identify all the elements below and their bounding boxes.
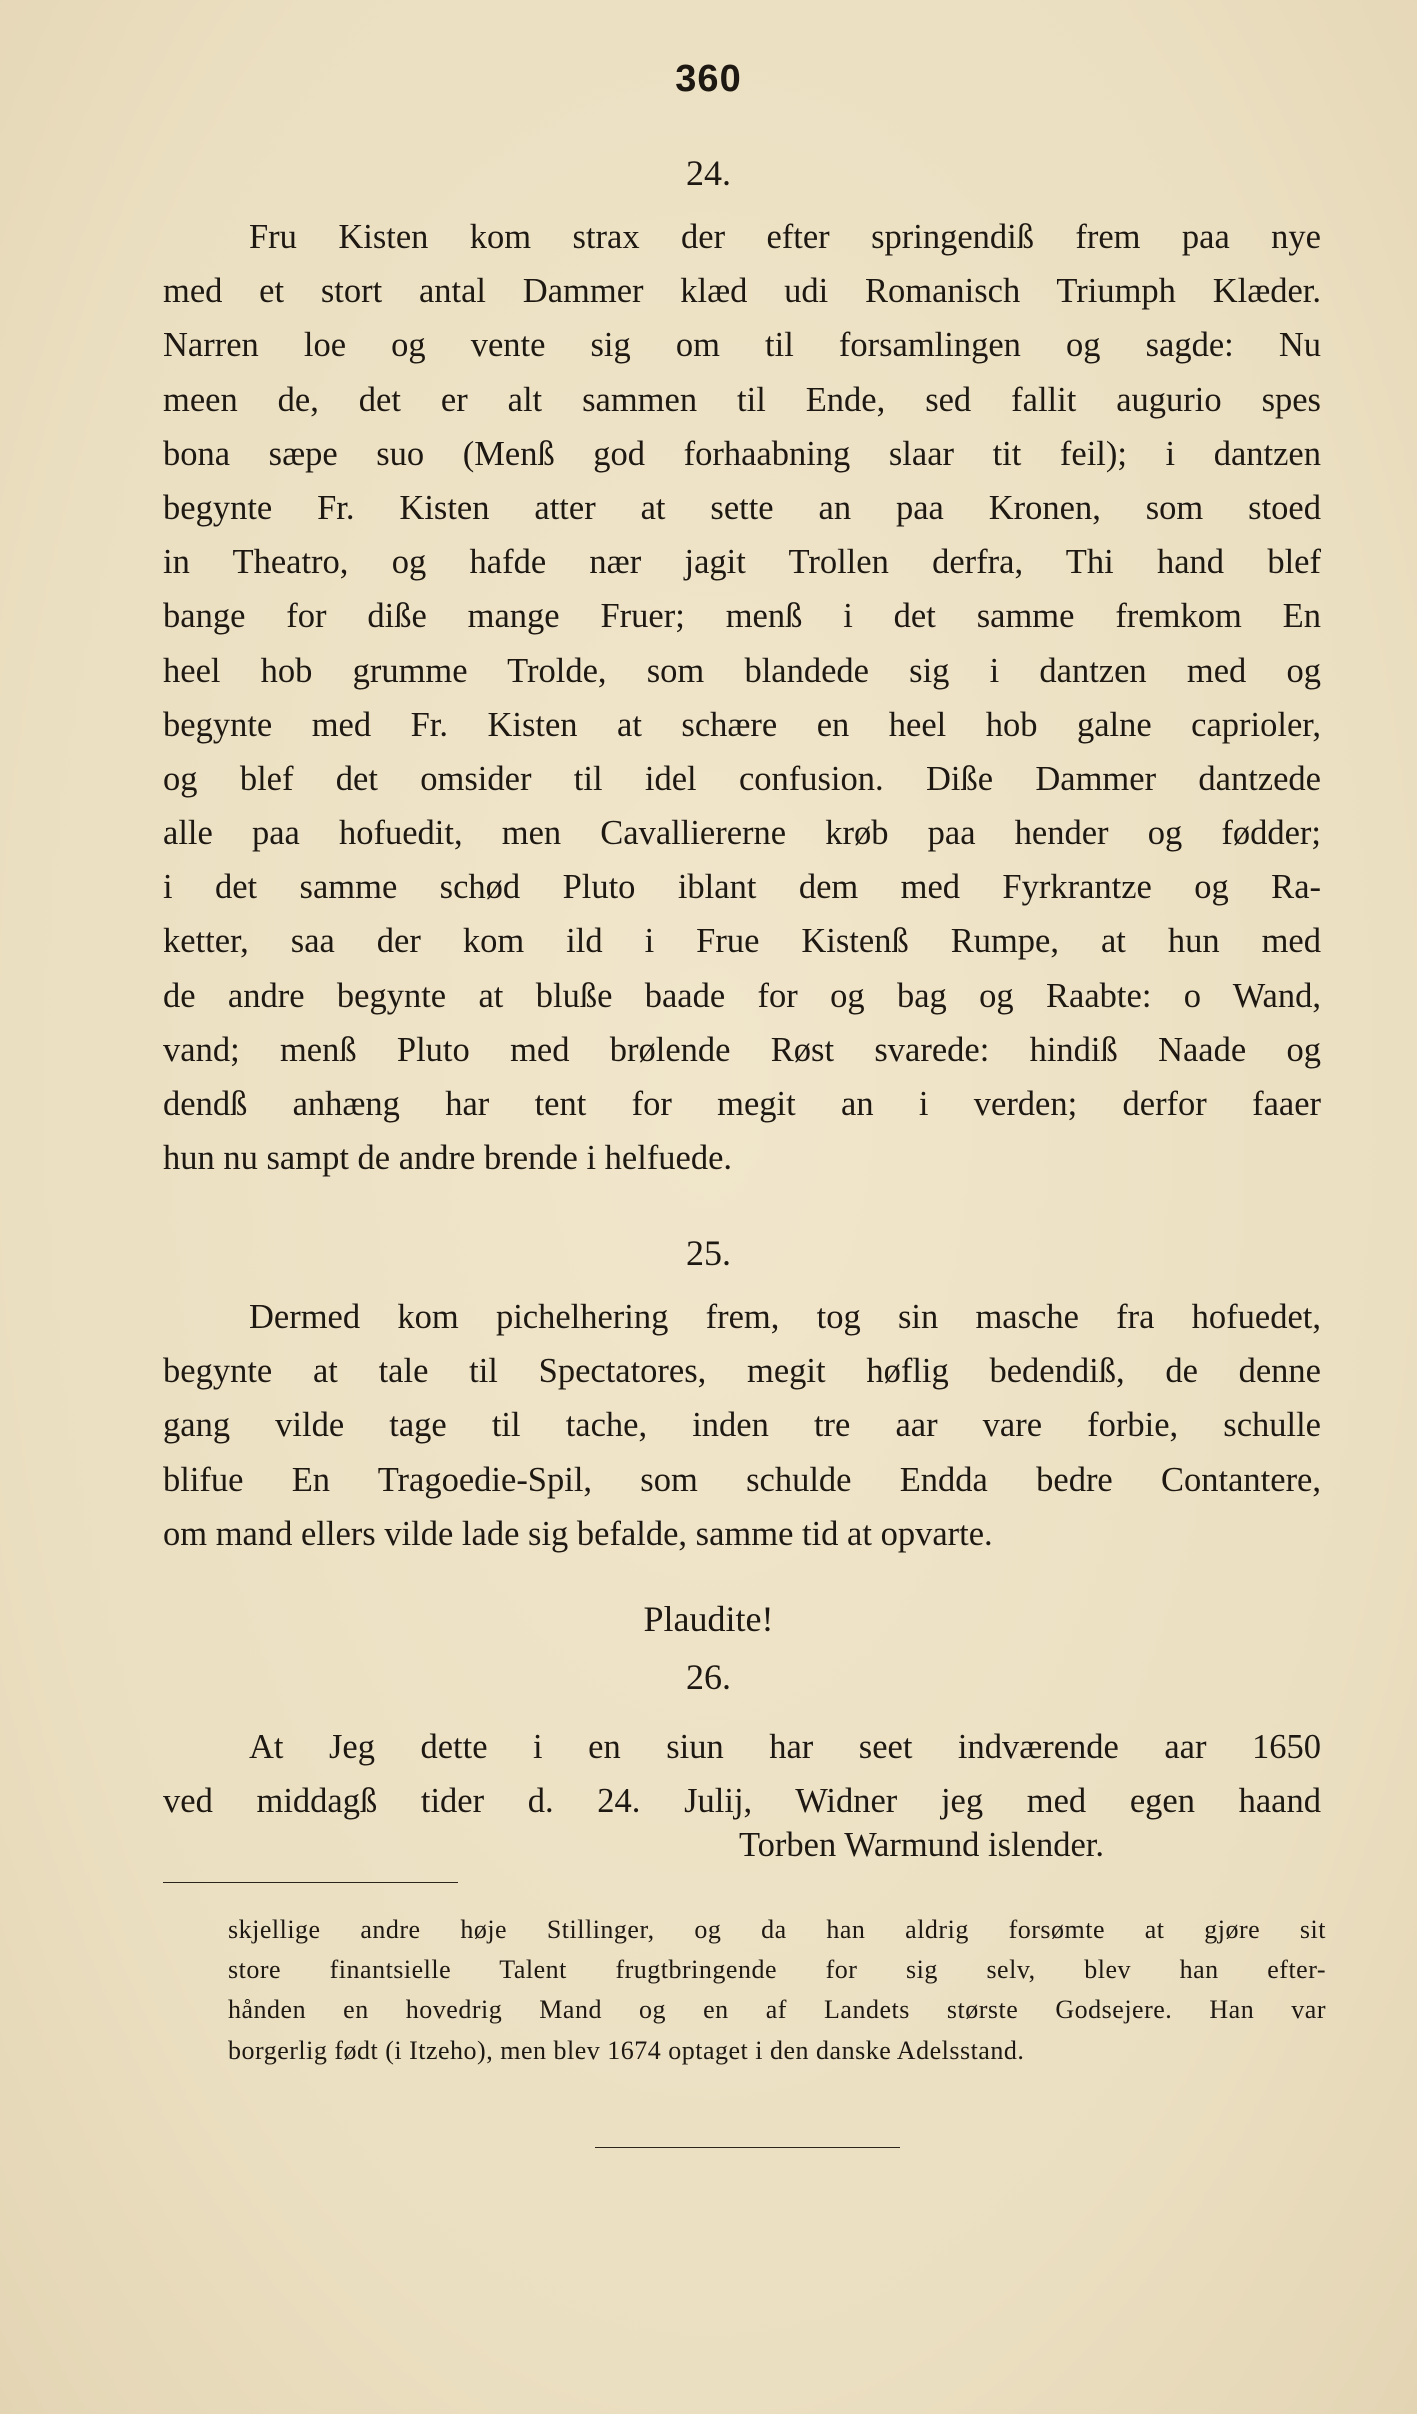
section-heading-26: 26. [686,1657,731,1697]
text-line: At Jeg dette i en siun har seet indværende aar 1650 [249,1728,1321,1766]
text-line: begynte at tale til Spectatores, megit høflig bedendiß, de denne [163,1352,1321,1391]
bottom-rule [595,2147,900,2148]
section-heading-24: 24. [686,153,731,193]
footnote-line: hånden en hovedrig Mand og en af Landets største Godsejere. Han var [228,1995,1326,2025]
text-line: gang vilde tage til tache, inden tre aar vare forbie, schulle [163,1406,1321,1445]
section-24-paragraph [163,210,1321,1185]
footnote [228,1910,1326,2071]
footnote-line: borgerlig født (i Itzeho), men blev 1674 optaget i den danske Adelsstand. [228,2035,1025,2065]
text-line: de andre begynte at bluße baade for og bag og Raabte: o Wand, [163,976,1321,1015]
text-line: blifue En Tragoedie-Spil, som schulde Endda bedre Contantere, [163,1460,1321,1499]
text-line: Dermed kom pichelhering frem, tog sin masche fra hofuedet, [249,1298,1321,1336]
text-line: dendß anhæng har tent for megit an i verden; derfor faaer [163,1085,1321,1123]
text-line: med et stort antal Dammer klæd udi Romanisch Triumph Klæder. [163,272,1321,311]
text-line: ved middagß tider d. 24. Julij, Widner jeg med egen haand [163,1782,1321,1821]
text-line: hun nu sampt de andre brende i helfuede. [163,1139,733,1178]
text-line: vand; menß Pluto med brølende Røst svarede: hindiß Naade og [163,1030,1321,1069]
text-line: in Theatro, og hafde nær jagit Trollen derfra, Thi hand blef [163,543,1321,582]
text-line: begynte med Fr. Kisten at schære en heel hob galne caprioler, [163,705,1321,744]
text-line: i det samme schød Pluto iblant dem med Fyrkrantze og Ra- [163,868,1321,907]
text-line: begynte Fr. Kisten atter at sette an paa Kronen, som stoed [163,488,1321,527]
text-line: alle paa hofuedit, men Cavalliererne krøb paa hender og fødder; [163,814,1321,853]
footnote-line: store finantsielle Talent frugtbringende for sig selv, blev han efter- [228,1955,1326,1985]
text-line: om mand ellers vilde lade sig befalde, samme tid at opvarte. [163,1514,993,1553]
section-25-paragraph [163,1290,1321,1561]
page-number: 360 [675,58,742,100]
footnote-separator [163,1882,458,1883]
text-line: Narren loe og vente sig om til forsamlingen og sagde: Nu [163,326,1321,365]
section-heading-25: 25. [686,1233,731,1273]
text-line: og blef det omsider til idel confusion. Diße Dammer dantzede [163,759,1321,798]
section-26-paragraph [163,1720,1321,1828]
text-line: bange for diße mange Fruer; menß i det samme fremkom En [163,597,1321,636]
footnote-line: skjellige andre høje Stillinger, og da han aldrig forsømte at gjøre sit [228,1915,1326,1944]
text-line: meen de, det er alt sammen til Ende, sed fallit augurio spes [163,380,1321,419]
text-line: bona sæpe suo (Menß god forhaabning slaar tit feil); i dantzen [163,434,1321,473]
plaudite-line: Plaudite! [643,1599,774,1639]
signature-line: Torben Warmund islender. [739,1826,1104,1864]
text-line: ketter, saa der kom ild i Frue Kistenß Rumpe, at hun med [163,922,1321,961]
text-line: heel hob grumme Trolde, som blandede sig i dantzen med og [163,651,1321,690]
text-line: Fru Kisten kom strax der efter springendiß frem paa nye [249,218,1321,256]
